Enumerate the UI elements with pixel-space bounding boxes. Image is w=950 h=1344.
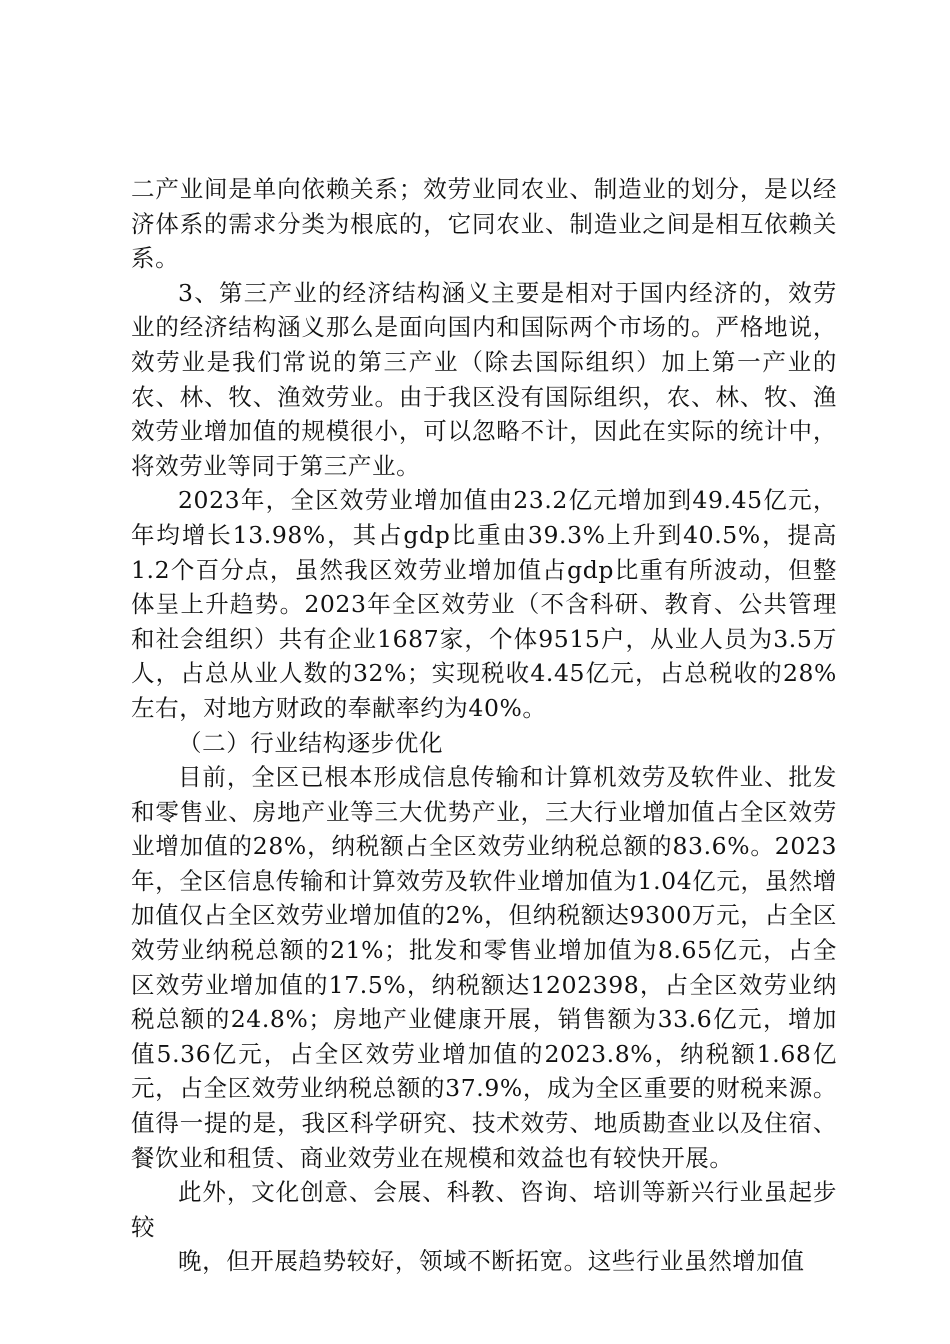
paragraph-leading-industries: 目前，全区已根本形成信息传输和计算机效劳及软件业、批发和零售业、房地产业等三大优势产业，三大行业增加值占全区效劳业增加值的28%，纳税额占全区效劳业纳税总额的83.6%。2023年，全区信息传输和计算效劳及软件业增加值为1.04亿元，虽然增加值仅占全区效劳业增加值的2%，但纳税额达9300万元，占全区效劳业纳税总额的21%；批发和零售业增加值为8.65亿元，占全区效劳业增加值的17.5%，纳税额达1202398，占全区效劳业纳税总额的24.8%；房地产业健康开展，销售额为33.6亿元，增加值5.36亿元，占全区效劳业增加值的2023.8%，纳税额1.68亿元，占全区效劳业纳税总额的37.9%，成为全区重要的财税来源。值得一提的是，我区科学研究、技术效劳、地质勘查业以及住宿、餐饮业和租赁、商业效劳业在规模和效益也有较快开展。 [131,763,837,1172]
document-page [131,172,837,1279]
paragraph-emerging-industries: 此外，文化创意、会展、科教、咨询、培训等新兴行业虽起步较 [131,1178,837,1241]
paragraph-economic-structure: 3、第三产业的经济结构涵义主要是相对于国内经济的，效劳业的经济结构涵义那么是面向国内和国际两个市场的。严格地说，效劳业是我们常说的第三产业（除去国际组织）加上第一产业的农、林、牧、渔效劳业。由于我区没有国际组织，农、林、牧、渔效劳业增加值的规模很小，可以忽略不计，因此在实际的统计中，将效劳业等同于第三产业。 [131,278,837,480]
paragraph-dependency-relation: 二产业间是单向依赖关系；效劳业同农业、制造业的划分，是以经济体系的需求分类为根底的，它同农业、制造业之间是相互依赖关系。 [131,175,837,273]
paragraph-emerging-industries-continued: 晚，但开展趋势较好，领域不断拓宽。这些行业虽然增加值 [178,1247,805,1276]
paragraph-service-growth-stats: 2023年，全区效劳业增加值由23.2亿元增加到49.45亿元，年均增长13.98%，其占gdp比重由39.3%上升到40.5%，提高1.2个百分点，虽然我区效劳业增加值占gdp比重有所波动，但整体呈上升趋势。2023年全区效劳业（不含科研、教育、公共管理和社会组织）共有企业1687家，个体9515户，从业人员为3.5万人，占总从业人数的32%；实现税收4.45亿元，占总税收的28%左右，对地方财政的奉献率约为40%。 [131,486,837,722]
section-heading-industry-structure: （二）行业结构逐步优化 [178,728,444,757]
